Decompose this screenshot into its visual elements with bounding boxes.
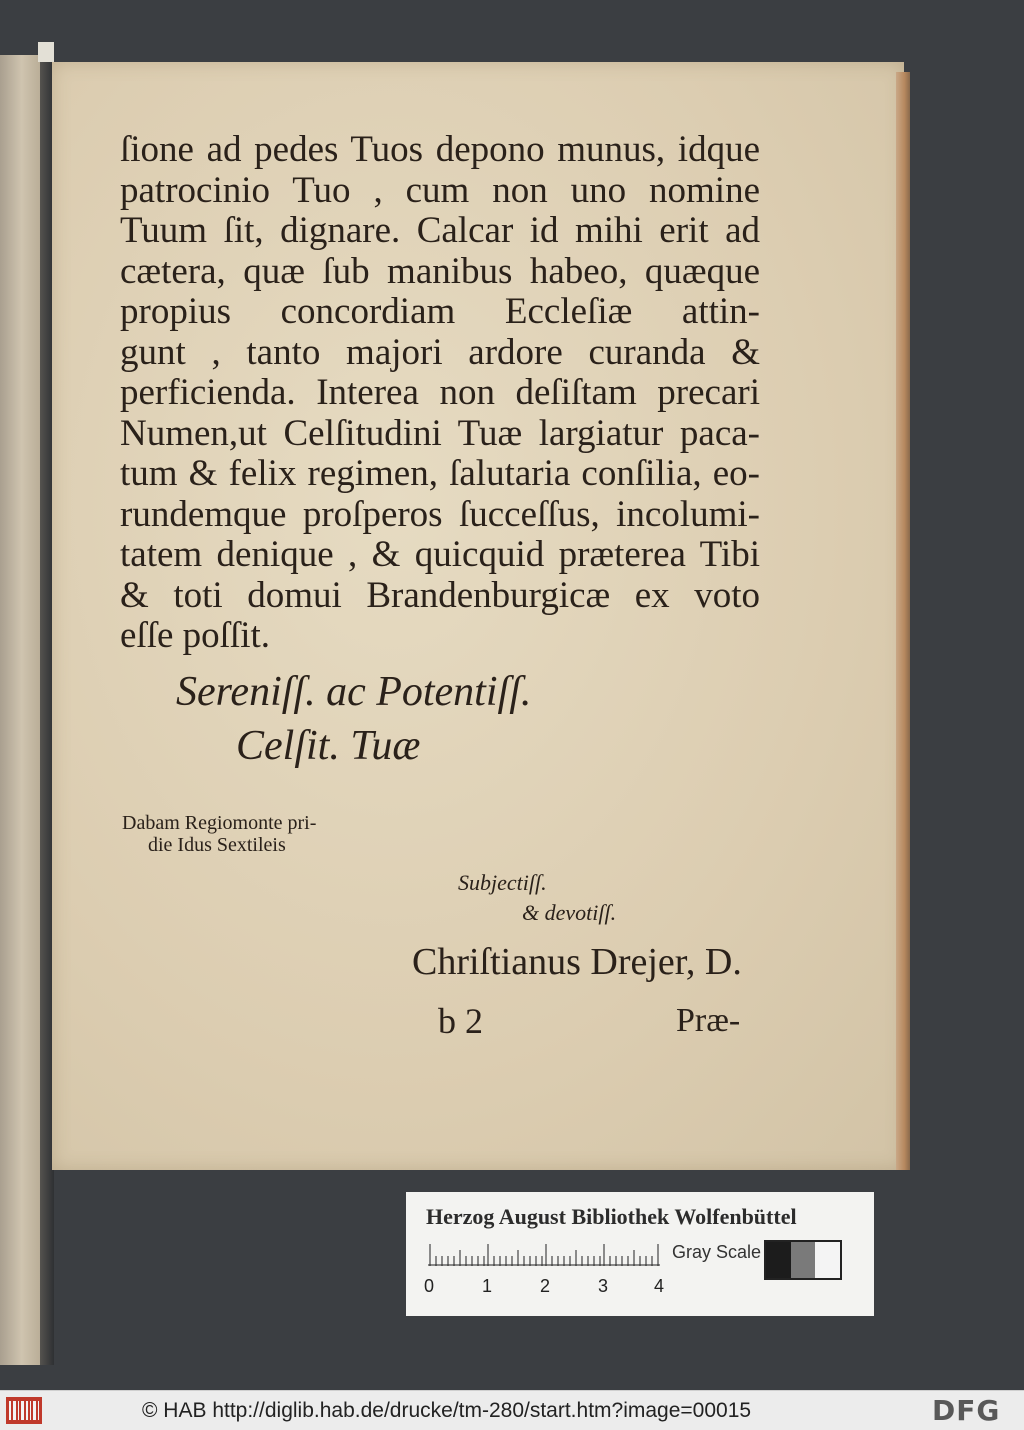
- text-line: tum & felix regimen, ſalutaria conſilia, eo-: [120, 453, 760, 494]
- swatch-black: [766, 1242, 791, 1278]
- ruler-numbers: [422, 1276, 682, 1300]
- author-name: Chriſtianus Drejer, D.: [412, 941, 742, 983]
- text-line: perficienda. Interea non deſiſtam precari: [120, 372, 760, 413]
- swatch-gray: [791, 1242, 816, 1278]
- text-line: eſſe poſſit.: [120, 615, 271, 656]
- footer-bar: [0, 1390, 1024, 1430]
- barcode-icon: [6, 1397, 42, 1424]
- text-line: & toti domui Brandenburgicæ ex voto: [120, 574, 760, 616]
- text-line: rundemque proſperos ſucceſſus, incolumi-: [120, 493, 760, 535]
- text-line: propius concordiam Eccleſiæ attin-: [120, 291, 760, 332]
- closing-salutation: Sereniſſ. ac Potentiſſ.: [176, 669, 532, 715]
- ruler-number: 4: [654, 1276, 665, 1296]
- ruler-number: 1: [482, 1276, 493, 1296]
- catchword: Præ-: [676, 1002, 741, 1039]
- text-line: ſione ad pedes Tuos depono munus, idque: [120, 129, 760, 170]
- dfg-logo: DFG: [932, 1394, 1001, 1427]
- ruler-icon: [428, 1244, 660, 1266]
- body-text: [120, 130, 760, 657]
- page-tab: [38, 42, 54, 62]
- dateline-1: Dabam Regiomonte pri-: [122, 812, 317, 834]
- swatch-white: [815, 1242, 840, 1278]
- dateline: [122, 812, 316, 856]
- page-edge: [896, 72, 910, 1170]
- text-line: gunt , tanto majori ardore curanda &: [120, 331, 760, 373]
- text-line: Tuum ſit, dignare. Calcar id mihi erit ad: [120, 210, 760, 251]
- signature-formula-1: Subjectiſſ.: [458, 870, 547, 895]
- signature-mark: b 2: [438, 1001, 483, 1041]
- text-line: cætera, quæ ſub manibus habeo, quæque: [120, 250, 760, 292]
- library-name: Herzog August Bibliothek Wolfenbüttel: [426, 1204, 797, 1229]
- ruler-number: 2: [540, 1276, 551, 1296]
- gray-scale-swatches: [764, 1240, 842, 1280]
- text-line: tatem denique , & quicquid præterea Tibi: [120, 534, 760, 575]
- closing-salutation-2: Celſit. Tuæ: [236, 723, 421, 769]
- text-line: Numen,ut Celſitudini Tuæ largiatur paca-: [120, 412, 760, 454]
- dateline-2: die Idus Sextileis: [148, 834, 286, 856]
- ruler-number: 3: [598, 1276, 609, 1296]
- library-color-card: [406, 1192, 874, 1316]
- text-line: patrocinio Tuo , cum non uno nomine: [120, 169, 760, 211]
- ruler-number: 0: [424, 1276, 435, 1296]
- copyright-url: © HAB http://diglib.hab.de/drucke/tm-280/start.htm?image=00015: [142, 1399, 752, 1422]
- signature-formula-2: & devotiſſ.: [522, 900, 617, 925]
- gray-scale-label: Gray Scale: [672, 1242, 762, 1262]
